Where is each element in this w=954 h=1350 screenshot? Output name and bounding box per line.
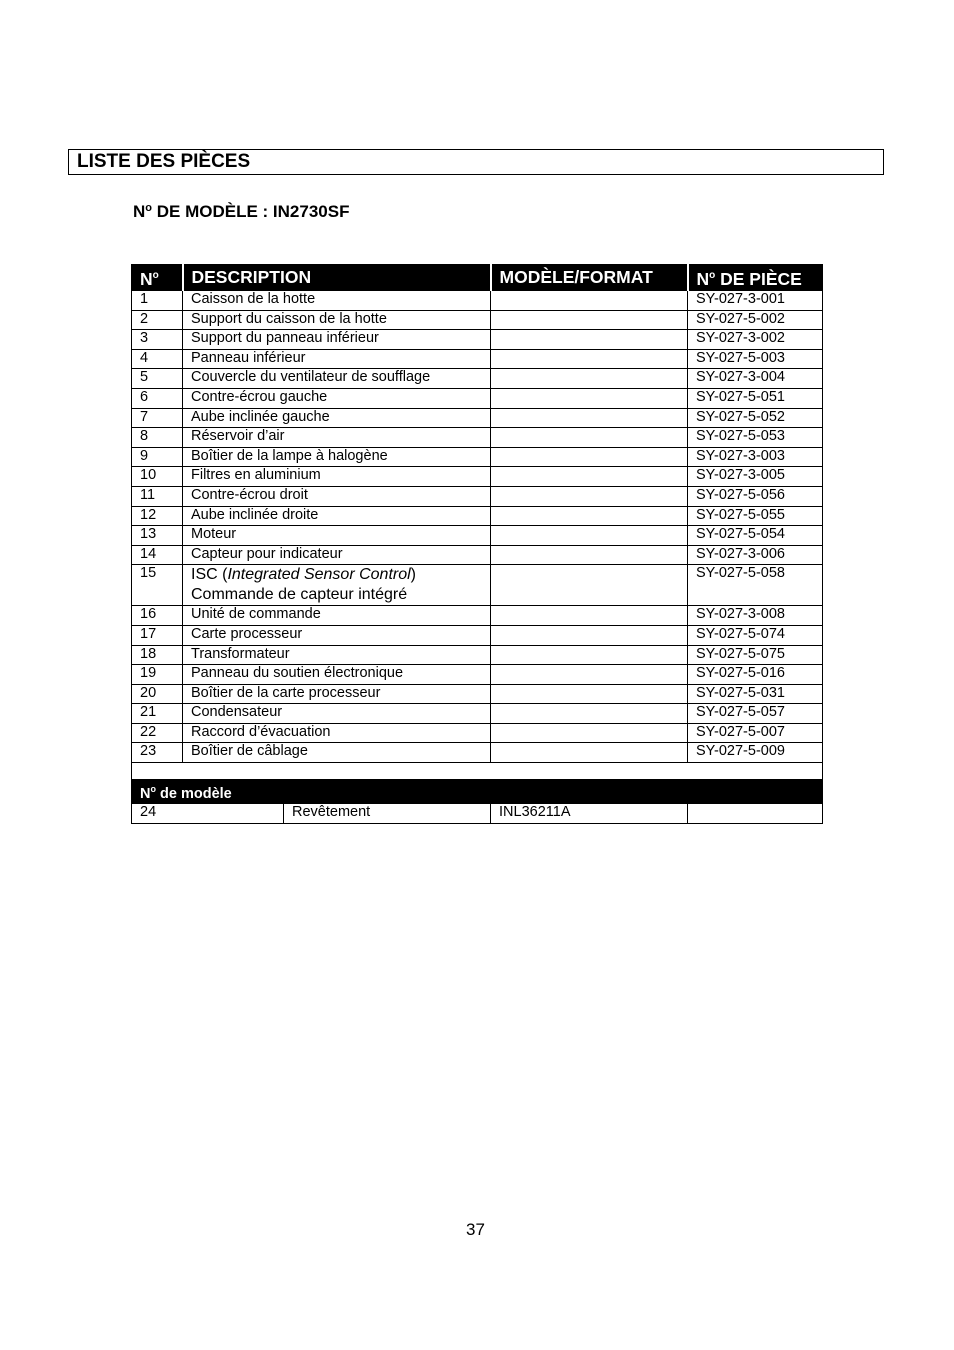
row-number: 9 — [132, 447, 183, 467]
table-row — [132, 388, 823, 408]
row-description: Contre-écrou gauche — [183, 388, 491, 408]
row-model — [491, 369, 688, 389]
parts-table — [131, 264, 823, 824]
row-model — [491, 625, 688, 645]
row-description: Transformateur — [183, 645, 491, 665]
row-part-number: SY-027-5-003 — [688, 349, 823, 369]
row-part-number: SY-027-3-001 — [688, 291, 823, 311]
row-number: 16 — [132, 606, 183, 626]
row-number: 2 — [132, 310, 183, 330]
row-part-number: SY-027-3-002 — [688, 330, 823, 350]
table-row — [132, 310, 823, 330]
row-model: INL36211A — [491, 804, 688, 824]
row-model — [491, 606, 688, 626]
header-number: $N^o$ — [132, 265, 183, 291]
row-description: Capteur pour indicateur — [183, 545, 491, 565]
row-description: Revêtement — [284, 804, 491, 824]
row-number: 23 — [132, 743, 183, 763]
header-part-number: $N^o$ DE PIÈCE — [688, 265, 823, 291]
row-part-number: SY-027-5-052 — [688, 408, 823, 428]
table-row — [132, 743, 823, 763]
row-number: 17 — [132, 625, 183, 645]
row-model — [491, 310, 688, 330]
row-model — [491, 349, 688, 369]
row-description: Couvercle du ventilateur de soufflage — [183, 369, 491, 389]
table-spacer-row — [132, 763, 823, 780]
row-model — [491, 684, 688, 704]
row-number: 4 — [132, 349, 183, 369]
row-part-number: SY-027-5-051 — [688, 388, 823, 408]
table-row — [132, 625, 823, 645]
row-part-number: SY-027-3-005 — [688, 467, 823, 487]
row-number: 13 — [132, 526, 183, 546]
table-row — [132, 606, 823, 626]
table-row — [132, 565, 823, 606]
row-model — [491, 743, 688, 763]
row-model — [491, 723, 688, 743]
row-part-number: SY-027-5-075 — [688, 645, 823, 665]
row-description: Aube inclinée gauche — [183, 408, 491, 428]
row-number: 1 — [132, 291, 183, 311]
row-part-number: SY-027-5-055 — [688, 506, 823, 526]
header-description: DESCRIPTION — [183, 265, 491, 291]
row-model — [491, 388, 688, 408]
row-description: Filtres en aluminium — [183, 467, 491, 487]
row-number: 6 — [132, 388, 183, 408]
row-description: Panneau du soutien électronique — [183, 665, 491, 685]
table-row — [132, 467, 823, 487]
table-row — [132, 486, 823, 506]
row-model — [491, 565, 688, 606]
row-model — [491, 665, 688, 685]
model-number-heading: $N^o$ DE MODÈLE : IN2730SF — [133, 202, 350, 221]
table-row — [132, 704, 823, 724]
row-part-number: SY-027-5-057 — [688, 704, 823, 724]
row-number: 20 — [132, 684, 183, 704]
row-model — [491, 428, 688, 448]
row-description: Boîtier de la lampe à halogène — [183, 447, 491, 467]
row-model — [491, 330, 688, 350]
row-description: Contre-écrou droit — [183, 486, 491, 506]
table-row — [132, 684, 823, 704]
table-row — [132, 665, 823, 685]
row-part-number: SY-027-5-058 — [688, 565, 823, 606]
row-part-number: SY-027-5-056 — [688, 486, 823, 506]
row-description: ISC (Integrated Sensor Control) Commande de capteur intégré — [183, 565, 491, 606]
row-description: Réservoir d’air — [183, 428, 491, 448]
row-model — [491, 526, 688, 546]
row-number: 21 — [132, 704, 183, 724]
row-number: 18 — [132, 645, 183, 665]
row-number: 12 — [132, 506, 183, 526]
table-row — [132, 526, 823, 546]
row-part-number: SY-027-3-004 — [688, 369, 823, 389]
row-description: Unité de commande — [183, 606, 491, 626]
row-description: Raccord d’évacuation — [183, 723, 491, 743]
row-part-number: SY-027-5-007 — [688, 723, 823, 743]
table-row — [132, 645, 823, 665]
row-description: Boîtier de la carte processeur — [183, 684, 491, 704]
row-part-number: SY-027-3-006 — [688, 545, 823, 565]
table-row — [132, 447, 823, 467]
row-number: 11 — [132, 486, 183, 506]
row-model — [491, 645, 688, 665]
row-number: 24 — [132, 804, 284, 824]
row-number: 7 — [132, 408, 183, 428]
row-description: Carte processeur — [183, 625, 491, 645]
row-description: Moteur — [183, 526, 491, 546]
row-model — [491, 545, 688, 565]
table-row — [132, 506, 823, 526]
row-part-number: SY-027-5-016 — [688, 665, 823, 685]
table-row — [132, 349, 823, 369]
row-part-number: SY-027-3-003 — [688, 447, 823, 467]
row-part-number — [688, 804, 823, 824]
row-number: 22 — [132, 723, 183, 743]
row-part-number: SY-027-5-031 — [688, 684, 823, 704]
row-model — [491, 408, 688, 428]
section-title: LISTE DES PIÈCES — [68, 149, 884, 175]
row-part-number: SY-027-5-009 — [688, 743, 823, 763]
row-model — [491, 447, 688, 467]
row-description: Aube inclinée droite — [183, 506, 491, 526]
row-number: 19 — [132, 665, 183, 685]
model-subheader-row — [132, 780, 823, 804]
table-row — [132, 804, 823, 824]
table-row — [132, 330, 823, 350]
table-row — [132, 428, 823, 448]
row-description: Boîtier de câblage — [183, 743, 491, 763]
row-model — [491, 486, 688, 506]
row-description: Condensateur — [183, 704, 491, 724]
row-number: 5 — [132, 369, 183, 389]
table-row — [132, 723, 823, 743]
row-description: Support du caisson de la hotte — [183, 310, 491, 330]
row-part-number: SY-027-3-008 — [688, 606, 823, 626]
page-number: 37 — [466, 1220, 485, 1239]
row-part-number: SY-027-5-054 — [688, 526, 823, 546]
row-number: 15 — [132, 565, 183, 606]
row-part-number: SY-027-5-074 — [688, 625, 823, 645]
table-header-row — [132, 265, 823, 291]
table-row — [132, 369, 823, 389]
row-description: Support du panneau inférieur — [183, 330, 491, 350]
row-part-number: SY-027-5-002 — [688, 310, 823, 330]
row-number: 14 — [132, 545, 183, 565]
row-number: 8 — [132, 428, 183, 448]
row-description: Panneau inférieur — [183, 349, 491, 369]
header-model-format: MODÈLE/FORMAT — [491, 265, 688, 291]
table-row — [132, 408, 823, 428]
spacer-cell — [132, 763, 823, 780]
row-number: 3 — [132, 330, 183, 350]
table-row — [132, 545, 823, 565]
row-model — [491, 467, 688, 487]
row-model — [491, 291, 688, 311]
table-row — [132, 291, 823, 311]
row-model — [491, 704, 688, 724]
row-number: 10 — [132, 467, 183, 487]
row-description: Caisson de la hotte — [183, 291, 491, 311]
row-model — [491, 506, 688, 526]
row-part-number: SY-027-5-053 — [688, 428, 823, 448]
model-subheader: $N^o$ de modèle — [132, 780, 823, 804]
